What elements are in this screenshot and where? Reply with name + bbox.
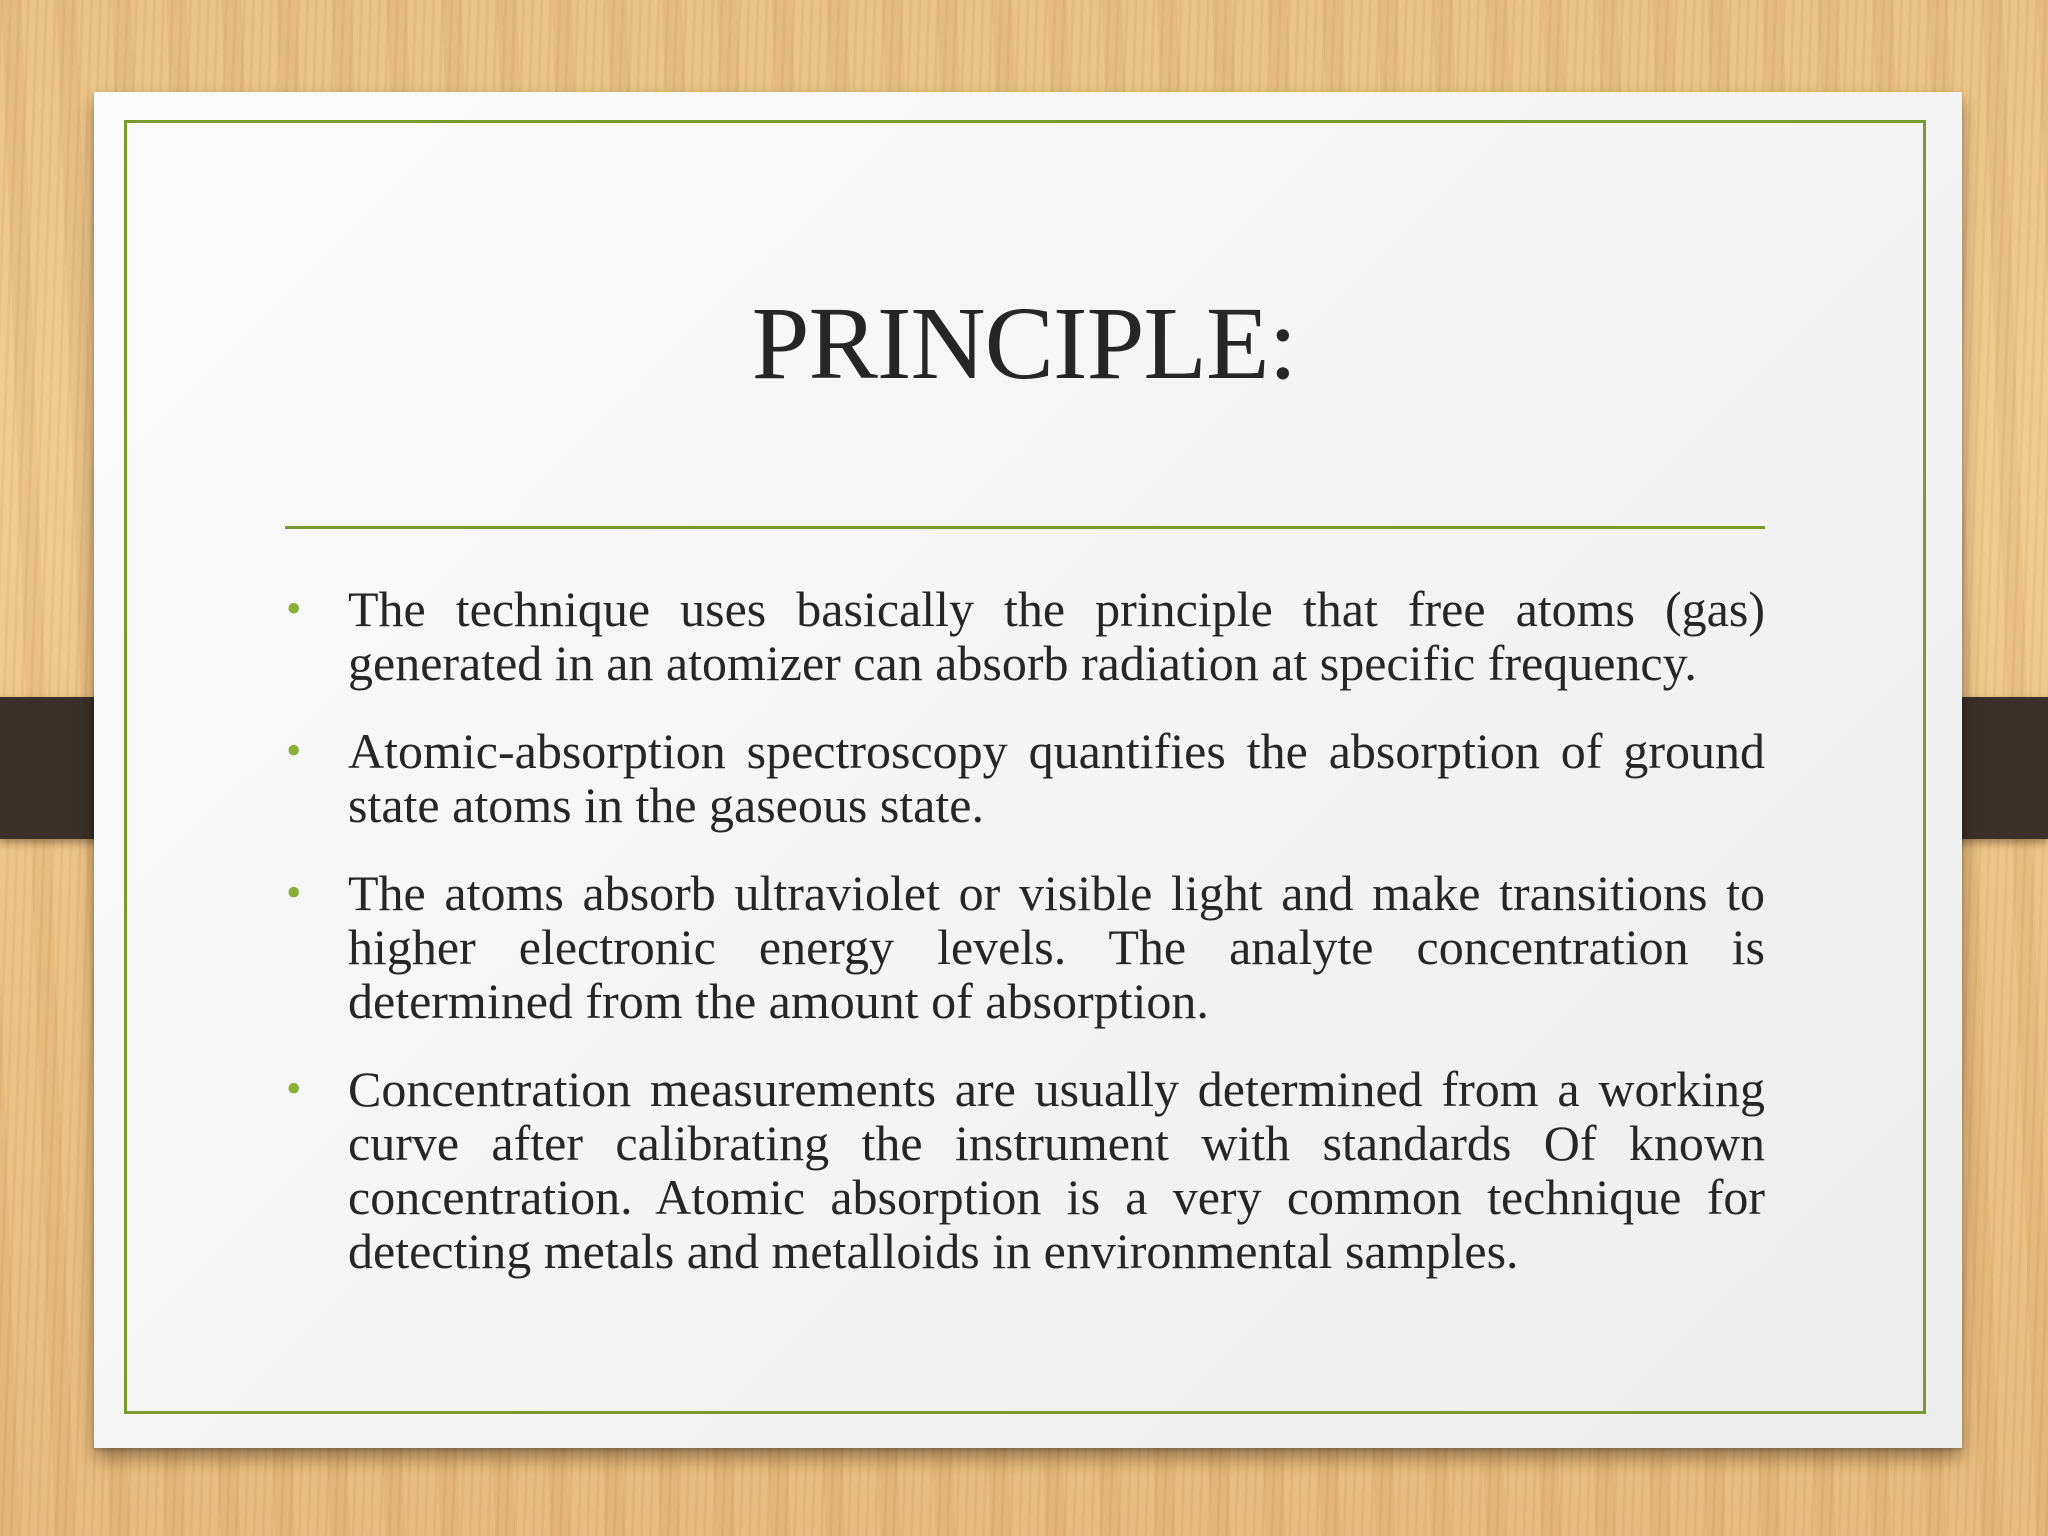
bullet-list xyxy=(286,581,1765,1312)
bullet-text-4: Concentration measurements are usually determined from a working curve after calibrating the instrument with standards Of known concentration. Atomic absorption is a very common technique for detecting metals and metalloids in environmental samples. xyxy=(348,1061,1765,1279)
title-divider xyxy=(285,526,1765,529)
bullet-dot-icon: • xyxy=(286,868,302,917)
bullet-dot-icon: • xyxy=(286,726,302,775)
bullet-dot-icon: • xyxy=(286,1064,302,1113)
bullet-text-2: Atomic-absorption spectroscopy quantifies the absorption of ground state atoms in the gaseous state. xyxy=(348,723,1765,833)
bullet-text-3: The atoms absorb ultraviolet or visible light and make transitions to higher electronic energy levels. The analyte concentration is determined from the amount of absorption. xyxy=(348,865,1765,1029)
bullet-dot-icon: • xyxy=(286,584,302,633)
bullet-item-2 xyxy=(286,723,1765,833)
bullet-item-1 xyxy=(286,581,1765,691)
bullet-text-1: The technique uses basically the principle that free atoms (gas) generated in an atomizer can absorb radiation at specific frequency. xyxy=(348,581,1765,691)
bullet-item-4 xyxy=(286,1061,1765,1279)
bullet-item-3 xyxy=(286,865,1765,1029)
slide-title: PRINCIPLE: xyxy=(751,286,1297,401)
